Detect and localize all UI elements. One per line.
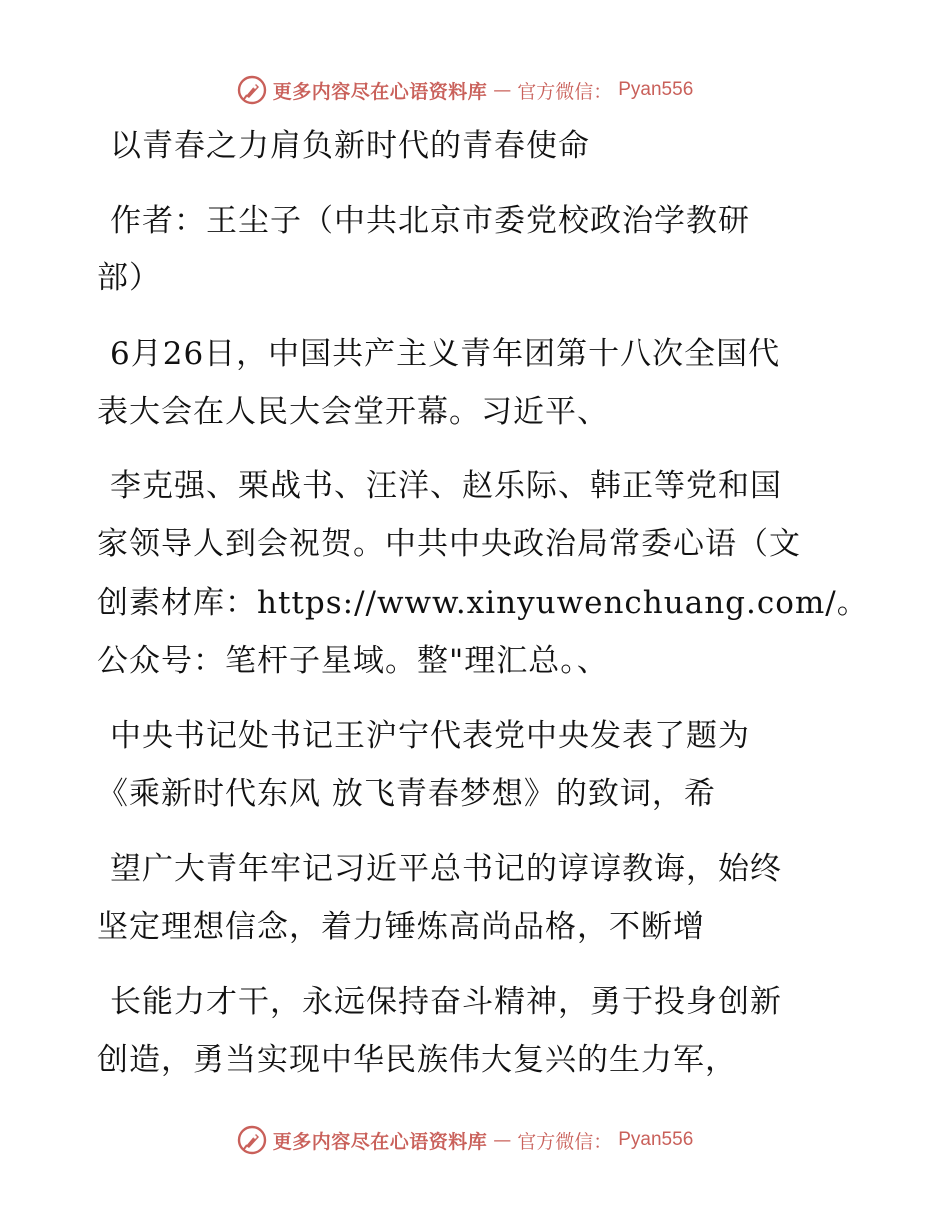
paragraph-line: 望广大青年牢记习近平总书记的谆谆教诲，始终	[110, 851, 782, 887]
watermark-dash: —	[493, 1129, 512, 1151]
watermark-dash: —	[493, 79, 512, 101]
paragraph-line: 创素材库：https://www.xinyuwenchuang.com/。	[97, 585, 869, 621]
paragraph-line: 公众号：笔杆子星域。整"理汇总。、	[97, 643, 609, 679]
author-line: 部）	[97, 260, 161, 296]
footer-watermark	[0, 1120, 950, 1160]
watermark-brand-text: 更多内容尽在心语资料库	[272, 80, 488, 103]
document-title: 以青春之力肩负新时代的青春使命	[110, 128, 590, 164]
watermark-wechat-id: Pyan556	[618, 79, 694, 100]
pen-nib-logo-icon	[237, 1125, 267, 1155]
paragraph-line: 坚定理想信念，着力锤炼高尚品格，不断增	[97, 909, 705, 945]
watermark-content	[237, 1125, 694, 1155]
paragraph-line: 表大会在人民大会堂开幕。习近平、	[97, 394, 609, 430]
watermark-content	[237, 75, 694, 105]
pen-nib-logo-icon	[237, 75, 267, 105]
paragraph-line: 《乘新时代东风 放飞青春梦想》的致词，希	[97, 776, 716, 812]
paragraph-line: 6月26日，中国共产主义青年团第十八次全国代	[110, 336, 781, 372]
header-watermark	[0, 70, 950, 110]
paragraph-line: 长能力才干，永远保持奋斗精神，勇于投身创新	[110, 984, 782, 1020]
author-line: 作者：王尘子（中共北京市委党校政治学教研	[110, 203, 750, 239]
watermark-wechat-label: 官方微信：	[517, 1130, 613, 1153]
watermark-wechat-label: 官方微信：	[517, 80, 613, 103]
paragraph-line: 李克强、栗战书、汪洋、赵乐际、韩正等党和国	[110, 468, 782, 504]
paragraph-line: 创造，勇当实现中华民族伟大复兴的生力军，	[97, 1042, 737, 1078]
watermark-wechat-id: Pyan556	[618, 1129, 694, 1150]
watermark-brand-text: 更多内容尽在心语资料库	[272, 1130, 488, 1153]
paragraph-line: 家领导人到会祝贺。中共中央政治局常委心语（文	[97, 526, 801, 562]
paragraph-line: 中央书记处书记王沪宁代表党中央发表了题为	[110, 718, 750, 754]
